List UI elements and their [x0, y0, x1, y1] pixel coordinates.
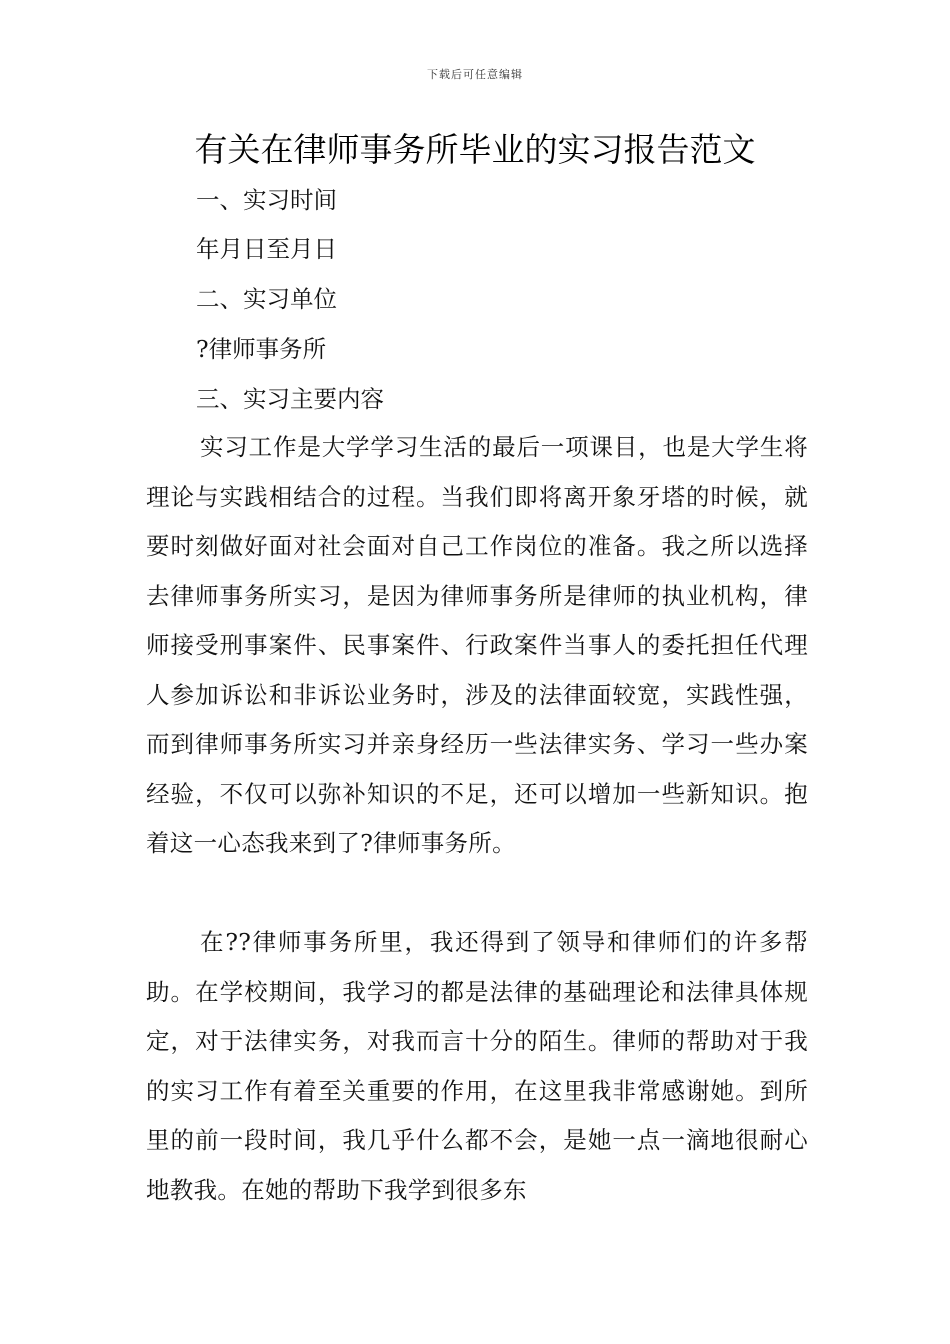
section-heading-content: 三、实习主要内容	[196, 385, 384, 413]
section-value-time: 年月日至月日	[196, 235, 337, 263]
section-value-unit: ?律师事务所	[196, 335, 327, 363]
body-paragraph: 在??律师事务所里，我还得到了领导和律师们的许多帮助。在学校期间，我学习的都是法律的基础理论和法律具体规定，对于法律实务，对我而言十分的陌生。律师的帮助对于我的实习工作有着至关重要的作用，在这里我非常感谢她。到所里的前一段时间，我几乎什么都不会，是她一点一滴地很耐心地教我。在她的帮助下我学到很多东	[146, 928, 808, 1204]
section-heading-unit: 二、实习单位	[196, 285, 337, 313]
document-title: 有关在律师事务所毕业的实习报告范文	[194, 130, 756, 169]
section-heading-time: 一、实习时间	[196, 186, 337, 214]
header-note: 下载后可任意编辑	[427, 68, 523, 81]
body-paragraph: 实习工作是大学学习生活的最后一项课目，也是大学生将理论与实践相结合的过程。当我们即将离开象牙塔的时候，就要时刻做好面对社会面对自己工作岗位的准备。我之所以选择去律师事务所实习，是因为律师事务所是律师的执业机构，律师接受刑事案件、民事案件、行政案件当事人的委托担任代理人参加诉讼和非诉讼业务时，涉及的法律面较宽，实践性强，而到律师事务所实习并亲身经历一些法律实务、学习一些办案经验，不仅可以弥补知识的不足，还可以增加一些新知识。抱着这一心态我来到了?律师事务所。	[146, 433, 808, 857]
